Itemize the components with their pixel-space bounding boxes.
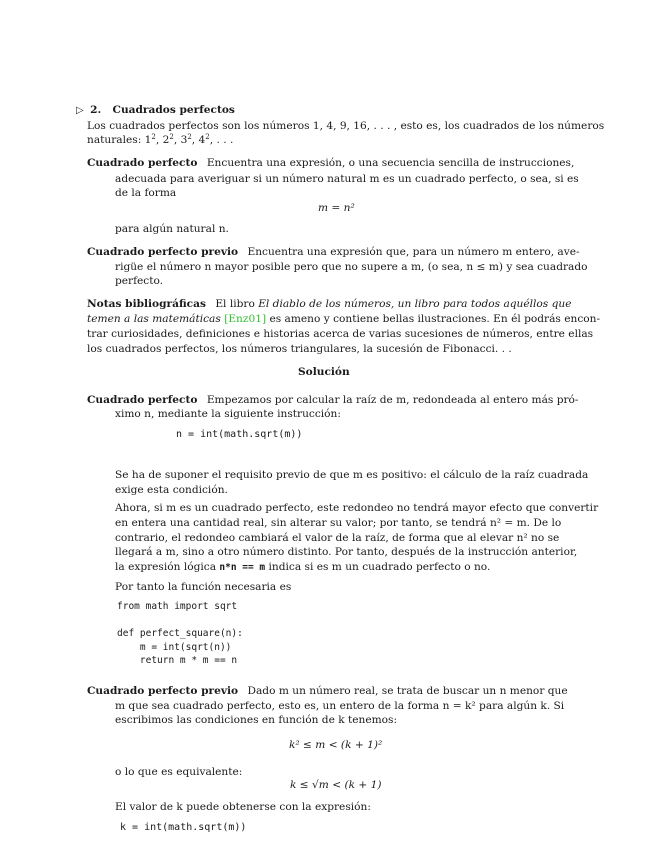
solution-2-line-3: escribimos las condiciones en función de k tenemos:	[115, 714, 398, 726]
code-line: from math import sqrt	[117, 601, 238, 612]
solution-1-label: Cuadrado perfecto	[87, 394, 198, 406]
solution-2-equivalent: o lo que es equivalente:	[115, 766, 243, 778]
problem-2-label: Cuadrado perfecto previo	[87, 246, 239, 258]
notes-line-1: Notas bibliográficas El libro El diablo de los números, un libro para todos aquéllos que	[87, 298, 572, 310]
solution-2-code: k = int(math.sqrt(m))	[120, 822, 247, 833]
solution-1-line-2: ximo n, mediante la siguiente instrucción:	[115, 408, 341, 420]
problem-1-after: para algún natural n.	[115, 223, 229, 235]
code-line: return m * m == n	[117, 655, 238, 666]
solution-1-p4: Por tanto la función necesaria es	[115, 581, 292, 593]
inline-code: n*n == m	[219, 562, 266, 573]
notes-line-4: los cuadrados perfectos, los números triangulares, la sucesión de Fibonacci. . .	[87, 343, 512, 355]
solution-1-line-1: Cuadrado perfecto Empezamos por calcular la raíz de m, redondeada al entero más pró-	[87, 394, 579, 406]
notes-line-2: temen a las matemáticas [Enz01] es ameno y contiene bellas ilustraciones. En él podrás encon-	[87, 313, 601, 325]
notes-label: Notas bibliográficas	[87, 298, 206, 310]
citation-link[interactable]: [Enz01]	[224, 313, 267, 325]
section-title: Cuadrados perfectos	[112, 104, 235, 116]
solution-heading: Solución	[298, 366, 350, 378]
problem-1-line-1: Cuadrado perfecto Encuentra una expresión, o una secuencia sencilla de instrucciones,	[87, 157, 575, 169]
solution-2-label: Cuadrado perfecto previo	[87, 685, 239, 697]
solution-1-p2-line-1: Se ha de suponer el requisito previo de que m es positivo: el cálculo de la raíz cuadrada	[115, 469, 589, 481]
solution-1-p2-line-2: exige esta condición.	[115, 484, 228, 496]
problem-1-line-3: de la forma	[115, 187, 177, 199]
book-title: El diablo de los números, un libro para todos aquéllos que	[258, 298, 572, 310]
solution-2-formula-2: k ≤ √m < (k + 1)	[290, 779, 382, 791]
intro-line-2: naturales: $1^2$, $2^2$, $3^2$, $4^2$, . . .	[87, 133, 234, 146]
code-line: m = int(sqrt(n))	[117, 641, 232, 653]
code-block	[117, 600, 243, 668]
solution-1-p3-line-5: la expresión lógica n*n == m indica si es m un cuadrado perfecto o no.	[115, 561, 491, 573]
problem-2-line-1: Cuadrado perfecto previo Encuentra una expresión que, para un número m entero, ave-	[87, 246, 580, 258]
problem-2-line-3: perfecto.	[115, 275, 164, 287]
problem-1-formula: m = n²	[318, 202, 355, 214]
solution-2-line-2: m que sea cuadrado perfecto, esto es, un entero de la forma n = k² para algún k. Si	[115, 700, 565, 712]
intro-line-1: Los cuadrados perfectos son los números 1, 4, 9, 16, . . . , esto es, los cuadrados de los números	[87, 120, 605, 132]
solution-1-p3-line-3: contrario, el redondeo cambiará el valor de la raíz, de forma que al elevar n² no se	[115, 532, 560, 544]
solution-1-p3-line-1: Ahora, si m es un cuadrado perfecto, este redondeo no tendrá mayor efecto que convertir	[115, 502, 599, 514]
problem-1-line-2: adecuada para averiguar si un número natural m es un cuadrado perfecto, o sea, si es	[115, 173, 579, 185]
problem-2-line-2: rigüe el número n mayor posible pero que no supere a m, (o sea, n ≤ m) y sea cuadrado	[115, 261, 588, 273]
code-line: def perfect_square(n):	[117, 628, 243, 639]
notes-line-3: trar curiosidades, definiciones e historias acerca de varias sucesiones de números, entre ellas	[87, 328, 594, 340]
problem-1-label: Cuadrado perfecto	[87, 157, 198, 169]
section-number: 2.	[90, 104, 102, 116]
section-heading	[76, 104, 235, 116]
solution-1-p3-line-2: en entera una cantidad real, sin alterar su valor; por tanto, se tendrá n² = m. De lo	[115, 517, 562, 529]
solution-1-code: n = int(math.sqrt(m))	[176, 429, 303, 440]
triangle-marker-icon: ▷	[76, 105, 84, 116]
solution-1-p3-line-4: llegará a m, sino a otro número distinto. Por tanto, después de la instrucción anterior,	[115, 546, 578, 558]
solution-2-formula-1: k² ≤ m < (k + 1)²	[289, 739, 383, 751]
solution-2-value: El valor de k puede obtenerse con la expresión:	[115, 801, 371, 813]
code-line	[117, 614, 243, 628]
solution-2-line-1: Cuadrado perfecto previo Dado m un número real, se trata de buscar un n menor que	[87, 685, 568, 697]
